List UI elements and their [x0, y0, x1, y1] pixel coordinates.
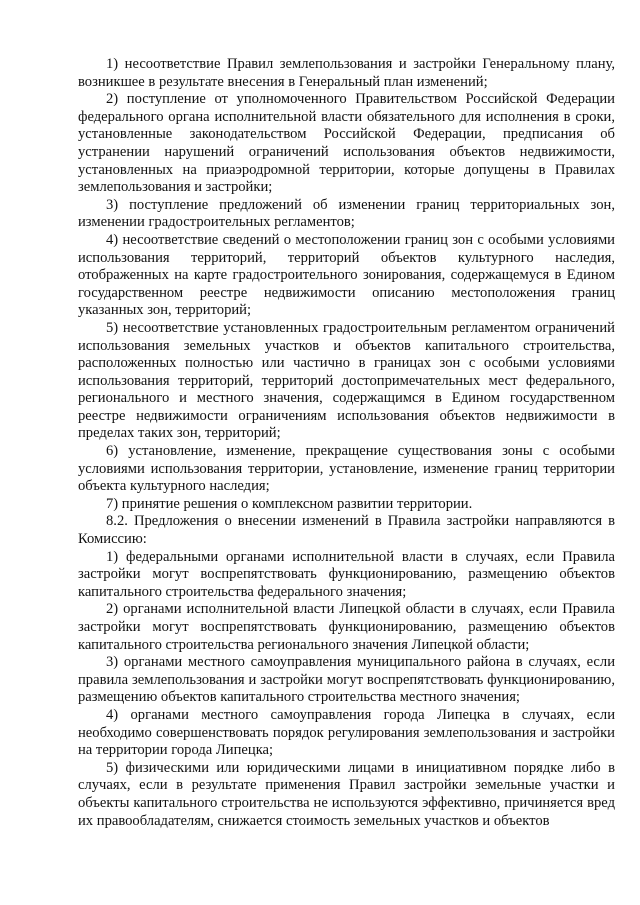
paragraph-regional-bodies: 2) органами исполнительной власти Липецкой области в случаях, если Правила застройки могут воспрепятствовать функционированию, размещению объектов капитального строительства регионального значения Липецкой области;	[78, 601, 615, 653]
document-page	[78, 56, 615, 830]
paragraph-zone-location-mismatch: 4) несоответствие сведений о местоположении границ зон с особыми условиями использования территорий, территорий объектов культурного наследия, отображенных на карте градостроительного зонирования, содержащемуся в Едином государственном реестре недвижимости описанию местоположения границ указанных зон, территорий;	[78, 231, 615, 319]
paragraph-restrictions-mismatch: 5) несоответствие установленных градостроительным регламентом ограничений использования земельных участков и объектов капитального строительства, расположенных полностью или частично в границах зон с особыми условиями использования территорий, территорий достопримечательных мест федерального, регионального и местного значения, содержащимся в Едином государственном реестре недвижимости ограничениям использования объектов недвижимости в пределах таких зон, территорий;	[78, 319, 615, 442]
paragraph-mismatch-general-plan: 1) несоответствие Правил землепользования и застройки Генеральному плану, возникшее в результате внесения в Генеральный план изменений;	[78, 56, 615, 90]
paragraph-individuals-legal-entities: 5) физическими или юридическими лицами в инициативном порядке либо в случаях, если в результате применения Правил застройки земельные участки и объекты капитального строительства не используются эффективно, причиняется вред их правообладателям, снижается стоимость земельных участков и объектов	[78, 759, 615, 829]
paragraph-zone-establishment: 6) установление, изменение, прекращение существования зоны с особыми условиями использования территории, установление, изменение границ территории объекта культурного наследия;	[78, 443, 615, 495]
paragraph-complex-development: 7) принятие решения о комплексном развитии территории.	[106, 495, 473, 512]
paragraph-municipal-district: 3) органами местного самоуправления муниципального района в случаях, если правила землепользования и застройки могут воспрепятствовать функционированию, размещению объектов капитального строительства местного значения;	[78, 654, 615, 706]
paragraph-zone-boundary-proposals: 3) поступление предложений об изменении границ территориальных зон, изменении градостроительных регламентов;	[78, 196, 615, 231]
paragraph-section-8-2: 8.2. Предложения о внесении изменений в Правила застройки направляются в Комиссию:	[78, 513, 615, 548]
paragraph-federal-bodies: 1) федеральными органами исполнительной власти в случаях, если Правила застройки могут воспрепятствовать функционированию, размещению объектов капитального строительства федерального значения;	[78, 548, 615, 600]
paragraph-aerodrome-order: 2) поступление от уполномоченного Правительством Российской Федерации федерального органа исполнительной власти обязательного для исполнения в сроки, установленные законодательством Российской Федерации, предписания об устранении нарушений ограничений использования объектов недвижимости, установленных на приаэродромной территории, которые допущены в Правилах землепользования и застройки;	[78, 91, 615, 196]
paragraph-city-lipetsk: 4) органами местного самоуправления города Липецка в случаях, если необходимо совершенствовать порядок регулирования землепользования и застройки на территории города Липецка;	[78, 706, 615, 759]
